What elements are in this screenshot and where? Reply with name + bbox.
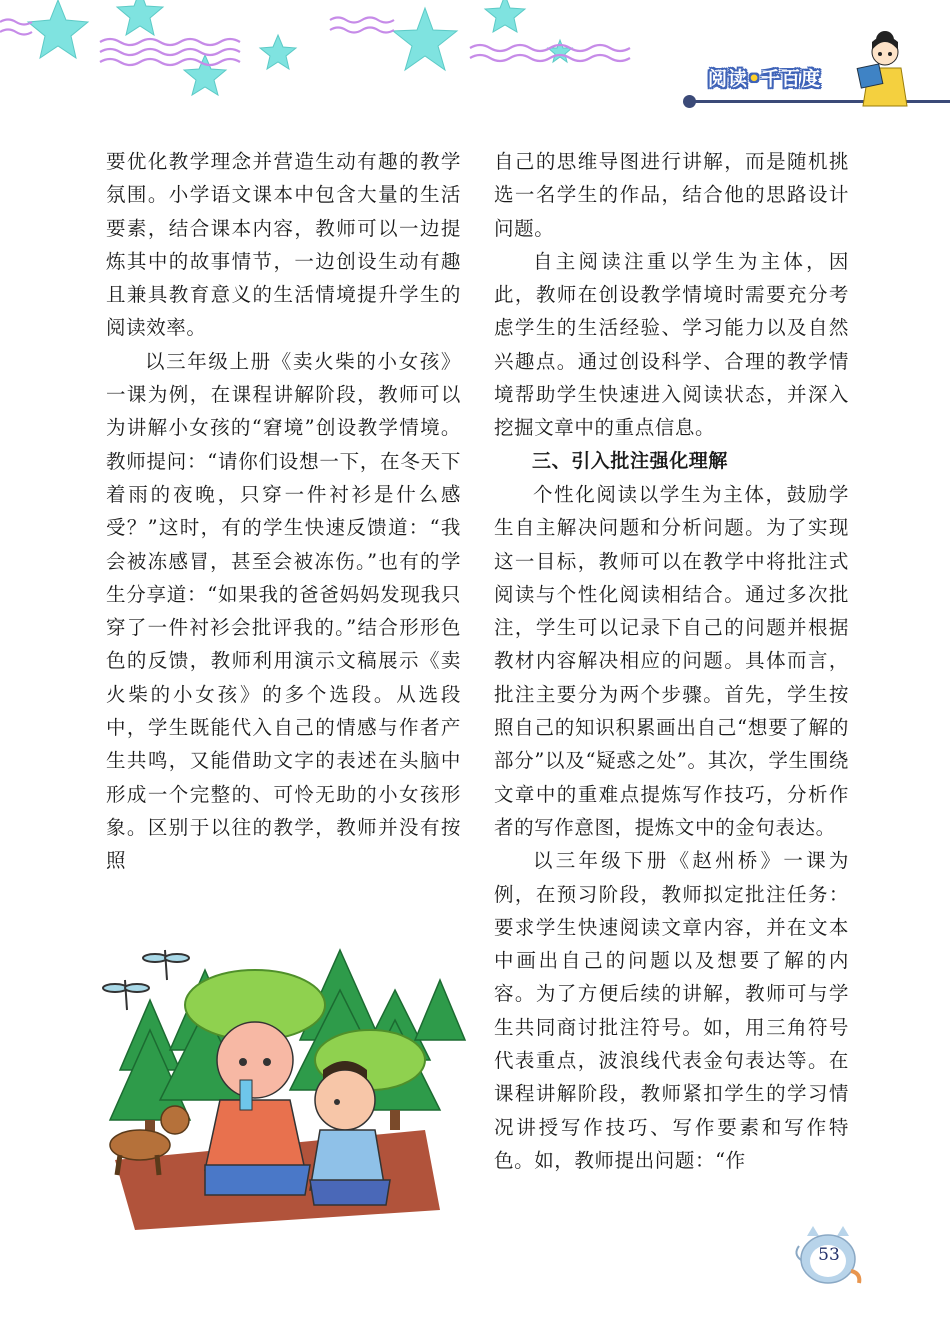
reading-girl-mascot-icon <box>855 28 925 108</box>
star-icon <box>117 0 163 35</box>
section-title-part2: 千百度 <box>761 68 822 90</box>
right-paragraph-3: 个性化阅读以学生为主体，鼓励学生自主解决问题和分析问题。为了实现这一目标，教师可以在教学中将批注式阅读与个性化阅读相结合。通过多次批注，学生可以记录下自己的问题并根据教材内容解决相应的问题。具体而言，批注主要分为两个步骤。首先，学生按照自己的知识积累画出自己“想要了解的部分”以及“疑惑之处”。其次，学生围绕文章中的重难点提炼写作技巧，分析作者的写作意图，提炼文中的金句表达。 <box>494 482 849 839</box>
star-icon <box>28 0 88 58</box>
right-paragraph-2: 自主阅读注重以学生为主体，因此，教师在创设教学情境时需要充分考虑学生的生活经验、学习能力以及自然兴趣点。通过创设科学、合理的教学情境帮助学生快速进入阅读状态，并深入挖掘文章中的重点信息。 <box>494 249 849 440</box>
right-column <box>494 145 849 1177</box>
left-column <box>106 145 461 878</box>
children-picnic-illustration <box>95 930 475 1230</box>
right-paragraph-4: 以三年级下册《赵州桥》一课为例，在预习阶段，教师拟定批注任务：要求学生快速阅读文章内容，并在文本中画出自己的问题以及想要了解的内容。为了方便后续的讲解，教师可与学生共同商讨批注符号。如，用三角符号代表重点，波浪线代表金句表达等。在课程讲解阶段，教师紧扣学生的学习情况讲授写作技巧、写作要素和写作特色。如，教师提出问题：“作 <box>494 849 849 1172</box>
page-number: 53 <box>818 1245 840 1265</box>
section-title-part1: 阅读 <box>708 68 749 90</box>
star-icon <box>393 8 457 70</box>
left-paragraph-1: 要优化教学理念并营造生动有趣的教学氛围。小学语文课本中包含大量的生活要素，结合课本内容，教师可以一边提炼其中的故事情节，一边创设生动有趣且兼具教育意义的生活情境提升学生的阅读效率。 <box>106 150 461 340</box>
star-icon <box>548 40 572 62</box>
star-icon <box>485 0 525 32</box>
section-title <box>708 64 821 91</box>
right-paragraph-1: 自己的思维导图进行讲解，而是随机挑选一名学生的作品，结合他的思路设计问题。 <box>494 150 849 240</box>
star-icon <box>260 35 296 69</box>
section-heading: 三、引入批注强化理解 <box>532 449 729 472</box>
left-paragraph-2: 以三年级上册《卖火柴的小女孩》一课为例，在课程讲解阶段，教师可以为讲解小女孩的“窘境”创设教学情境。教师提问：“请你们设想一下，在冬天下着雨的夜晚，只穿一件衬衫是什么感受？”这时，有的学生快速反馈道：“我会被冻感冒，甚至会被冻伤。”也有的学生分享道：“如果我的爸爸妈妈发现我只穿了一件衬衫会批评我的。”结合形形色色的反馈，教师利用演示文稿展示《卖火柴的小女孩》的多个选段。从选段中，学生既能代入自己的情感与作者产生共鸣，又能借助文字的表述在头脑中形成一个完整的、可怜无助的小女孩形象。区别于以往的教学，教师并没有按照 <box>106 349 461 873</box>
header-rule-dot <box>683 95 696 108</box>
section-title-separator: • <box>748 68 762 90</box>
header-decoration <box>0 0 690 110</box>
